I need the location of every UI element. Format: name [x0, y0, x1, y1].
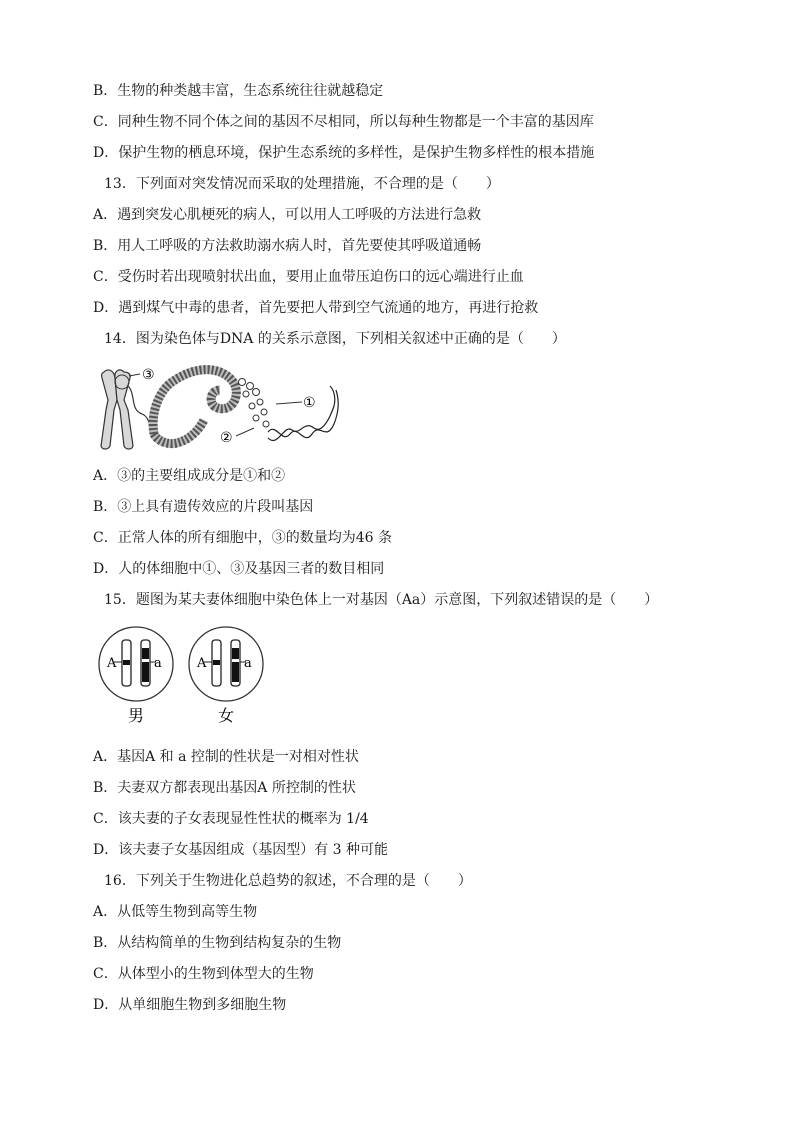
q14-stem: 14．图为染色体与DNA 的关系示意图，下列相关叙述中正确的是（ ）: [104, 331, 566, 347]
female-caption: 女: [218, 706, 235, 725]
gene-pair-figure: [96, 626, 276, 726]
q16-option-b: B．从结构简单的生物到结构复杂的生物: [93, 935, 342, 951]
q14-option-a: A．③的主要组成成分是①和②: [93, 468, 286, 484]
q13-option-d: D．遇到煤气中毒的患者，首先要把人带到空气流通的地方，再进行抢救: [93, 300, 539, 316]
q12-option-c: C．同种生物不同个体之间的基因不尽相同，所以每种生物都是一个丰富的基因库: [93, 114, 594, 130]
q13-option-c: C．受伤时若出现喷射状出血，要用止血带压迫伤口的远心端进行止血: [93, 269, 524, 285]
q16-option-a: A．从低等生物到高等生物: [93, 904, 258, 920]
q15-option-c: C．该夫妻的子女表现显性性状的概率为 1/4: [93, 811, 369, 827]
q13-option-b: B．用人工呼吸的方法救助溺水病人时，首先要使其呼吸道通畅: [93, 238, 482, 254]
female-gene-left: A: [197, 656, 207, 671]
figure-label-1: ①: [303, 395, 316, 411]
chromosome-shape: [101, 370, 133, 449]
q16-option-c: C．从体型小的生物到体型大的生物: [93, 966, 314, 982]
female-gene-right: a: [244, 656, 252, 671]
q15-option-a: A．基因A 和 a 控制的性状是一对相对性状: [93, 749, 359, 765]
q12-option-b: B．生物的种类越丰富，生态系统往往就越稳定: [93, 83, 384, 99]
q16-option-d: D．从单细胞生物到多细胞生物: [93, 997, 287, 1013]
q15-stem: 15．题图为某夫妻体细胞中染色体上一对基因（Aa）示意图，下列叙述错误的是（ ）: [104, 592, 659, 608]
q15-option-b: B．夫妻双方都表现出基因A 所控制的性状: [93, 780, 356, 796]
figure-label-2: ②: [220, 430, 233, 446]
male-cell: [99, 627, 173, 725]
male-gene-right: a: [154, 656, 162, 671]
q14-option-d: D．人的体细胞中①、③及基因三者的数目相同: [93, 561, 385, 577]
q14-option-c: C．正常人体的所有细胞中，③的数量均为46 条: [93, 530, 392, 546]
figure-label-3: ③: [142, 367, 155, 383]
male-gene-left: A: [107, 656, 117, 671]
chromosome-dna-figure: [96, 362, 346, 452]
q13-stem: 13．下列面对突发情况而采取的处理措施，不合理的是（ ）: [104, 176, 500, 192]
q12-option-d: D．保护生物的栖息环境，保护生态系统的多样性，是保护生物多样性的根本措施: [93, 145, 595, 161]
male-caption: 男: [128, 706, 145, 725]
q16-stem: 16．下列关于生物进化总趋势的叙述，不合理的是（ ）: [104, 873, 472, 889]
q13-option-a: A．遇到突发心肌梗死的病人，可以用人工呼吸的方法进行急救: [93, 207, 482, 223]
q15-option-d: D．该夫妻子女基因组成（基因型）有 3 种可能: [93, 842, 389, 858]
histone-beads: [239, 379, 270, 428]
q14-option-b: B．③上具有遗传效应的片段叫基因: [93, 499, 314, 515]
female-cell: [189, 627, 263, 725]
